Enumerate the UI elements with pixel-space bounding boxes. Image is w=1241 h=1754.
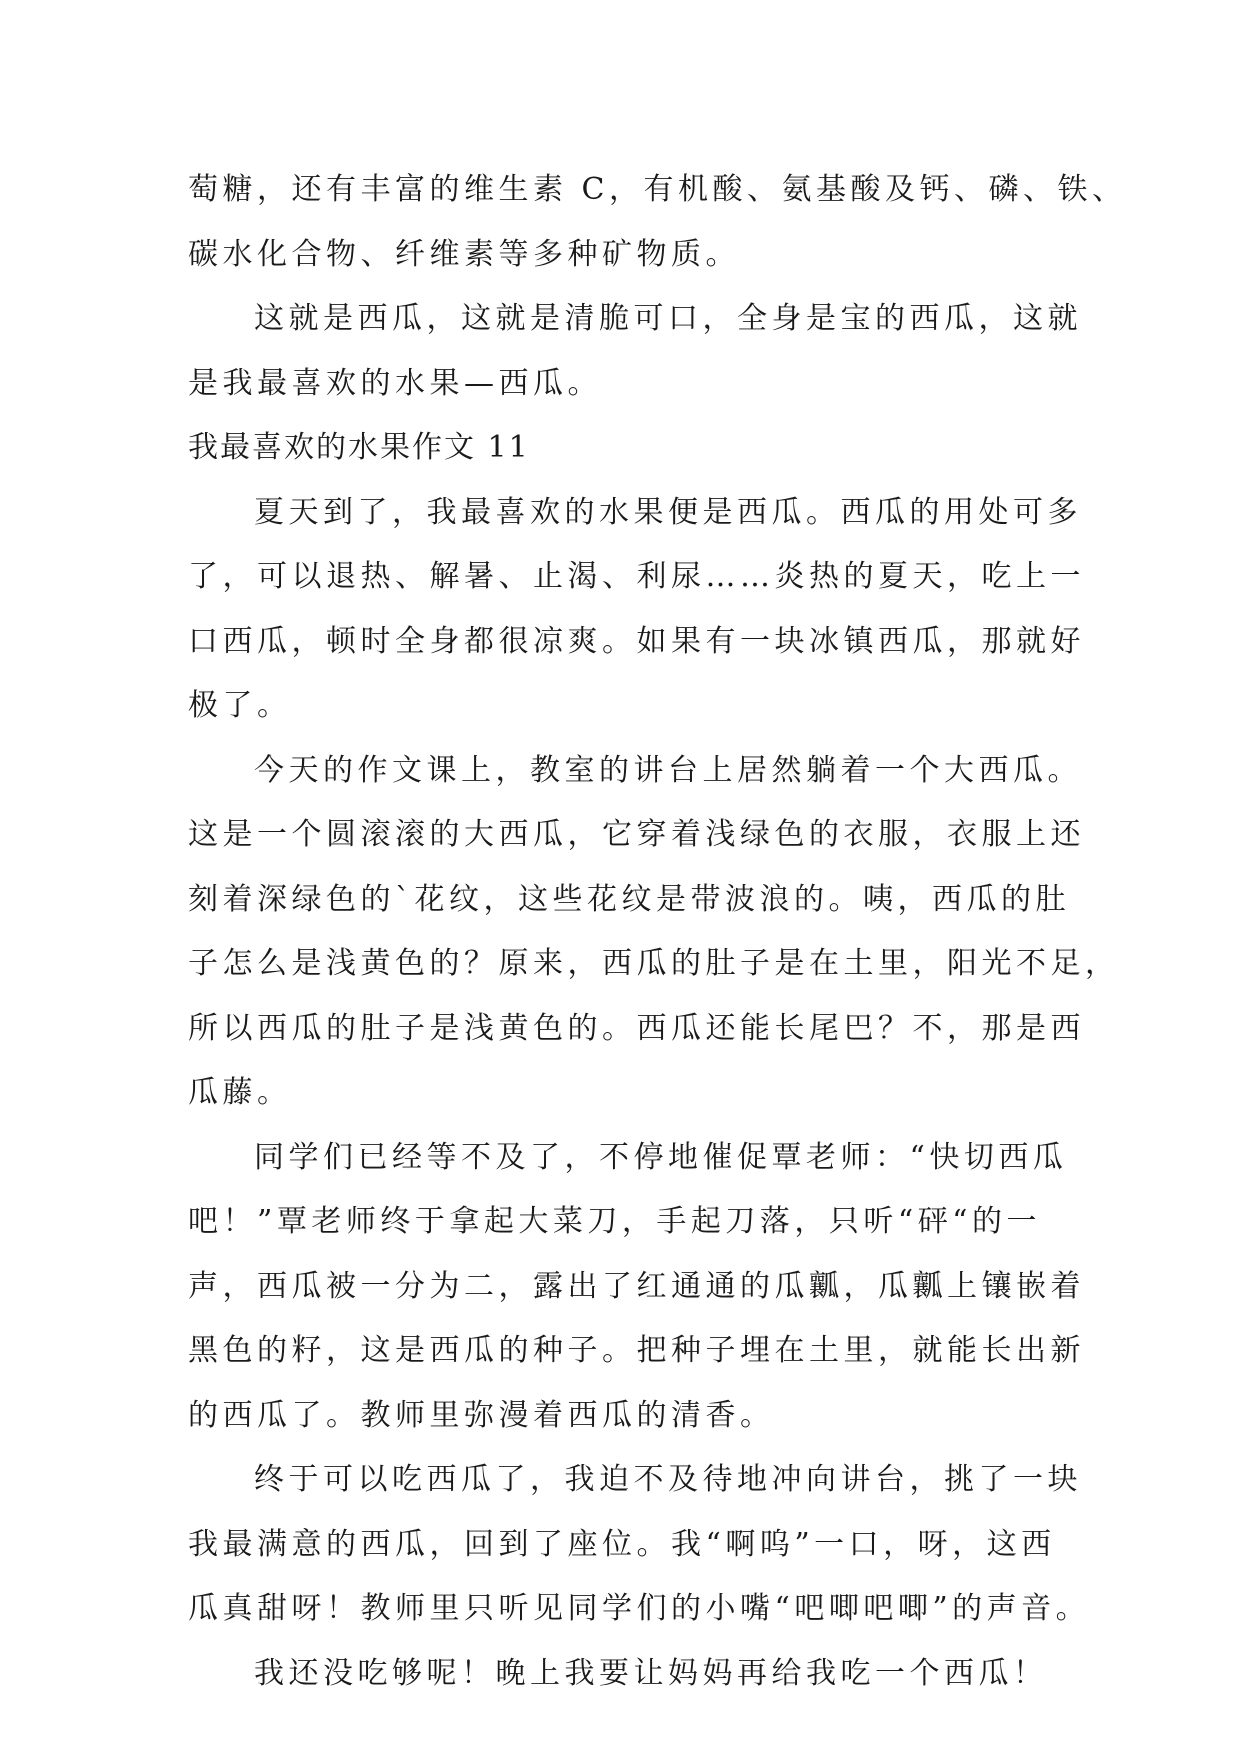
- paragraph-first-line: 我还没吃够呢！晚上我要让妈妈再给我吃一个西瓜！: [254, 1655, 1048, 1691]
- text-line: 刻着深绿色的`花纹，这些花纹是带波浪的。咦，西瓜的肚: [188, 881, 1070, 917]
- text-line: 口西瓜，顿时全身都很凉爽。如果有一块冰镇西瓜，那就好: [188, 623, 1085, 659]
- paragraph-first-line: 夏天到了，我最喜欢的水果便是西瓜。西瓜的用处可多: [254, 494, 1082, 530]
- text-line: 瓜藤。: [188, 1075, 292, 1110]
- text-line: 我最满意的西瓜，回到了座位。我“啊呜”一口，呀，这西: [188, 1526, 1056, 1562]
- paragraph-first-line: 终于可以吃西瓜了，我迫不及待地冲向讲台，挑了一块: [254, 1462, 1082, 1497]
- text-line: 瓜真甜呀！教师里只听见同学们的小嘴“吧唧吧唧”的声音。: [188, 1591, 1091, 1626]
- text-line: 所以西瓜的肚子是浅黄色的。西瓜还能长尾巴？不，那是西: [188, 1010, 1085, 1046]
- text-line: 这是一个圆滚滚的大西瓜，它穿着浅绿色的衣服，衣服上还: [188, 817, 1085, 852]
- text-line: 子怎么是浅黄色的？原来，西瓜的肚子是在土里，阳光不足，: [188, 946, 1120, 981]
- paragraph-first-line: 今天的作文课上，教室的讲台上居然躺着一个大西瓜。: [254, 752, 1082, 788]
- document-body: [188, 158, 1127, 1706]
- paragraph-first-line: 这就是西瓜，这就是清脆可口，全身是宝的西瓜，这就: [254, 301, 1082, 336]
- text-line: 碳水化合物、纤维素等多种矿物质。: [188, 236, 740, 272]
- text-line: 极了。: [188, 688, 292, 723]
- text-line: 是我最喜欢的水果—西瓜。: [188, 365, 602, 401]
- text-line: 了，可以退热、解暑、止渴、利尿……炎热的夏天，吃上一: [188, 559, 1085, 594]
- text-line: 黑色的籽，这是西瓜的种子。把种子埋在土里，就能长出新: [188, 1333, 1085, 1368]
- text-line: 声，西瓜被一分为二，露出了红通通的瓜瓤，瓜瓤上镶嵌着: [188, 1268, 1085, 1304]
- text-line: 的西瓜了。教师里弥漫着西瓜的清香。: [188, 1397, 775, 1433]
- section-heading: 我最喜欢的水果作文 11: [188, 430, 530, 465]
- paragraph-first-line: 同学们已经等不及了，不停地催促覃老师：“快切西瓜: [254, 1139, 1068, 1175]
- text-line: 吧！”覃老师终于拿起大菜刀，手起刀落，只听“砰“的一: [188, 1204, 1042, 1239]
- text-line: 萄糖，还有丰富的维生素 C，有机酸、氨基酸及钙、磷、铁、: [188, 172, 1127, 207]
